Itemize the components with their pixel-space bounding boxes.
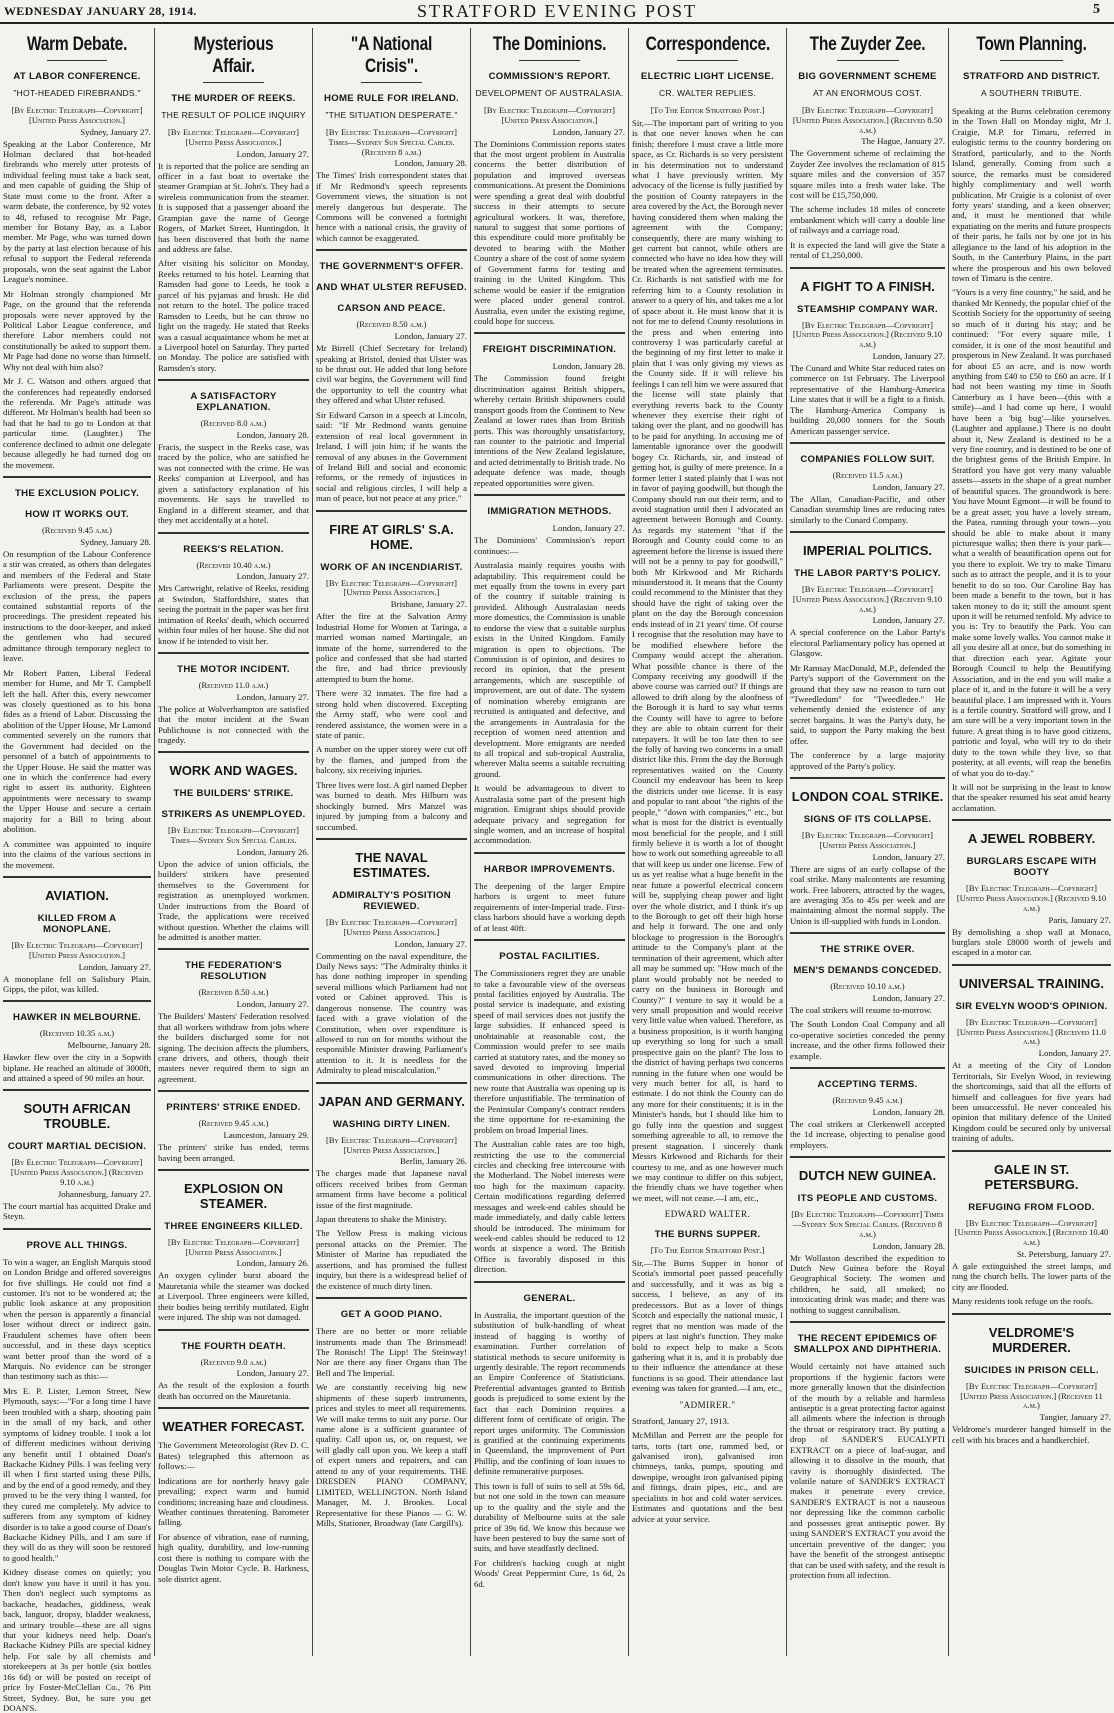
dateline: London, January 26.: [236, 1258, 309, 1269]
wire-credit: [By Electric Telegraph—Copyright] [United Press Association.]: [11, 939, 143, 960]
story-headline: AND WHAT ULSTER REFUSED.: [316, 282, 467, 294]
story-headline: ACCEPTING TERMS.: [817, 1079, 918, 1091]
story-paragraph: Indications are for northerly heavy gale prevailing; expect warm and humid conditions; increasing haze and cloudiness. Weather continues threatening. Barometer falling.: [158, 1475, 309, 1528]
story-paragraph: The coal strikers at Clerkenwell accepted the 1d increase, objecting to penalise good employers.: [790, 1118, 945, 1150]
story-paragraph: There were 32 inmates. The fire had a strong hold when discovered. Excepting the Army staff, who were cool and rendered assistance, the women were in a state of panic.: [316, 688, 467, 741]
dateline: Brisbane, January 27.: [390, 599, 467, 610]
title-rule: [47, 60, 106, 61]
story-paragraph: In Australia, the important question of the substitution of bulk-handling of wheat instead of bagging is worthy of examination. Further correlation of statistical methods to secure uniformity is urgently desirable. The report recommends an Empire Conference of Statisticians. Preferential advantages granted to British goods is prejudiced to some extent by the fact that each Dominion requires a different form of certificate of origin. The report urges uniformity. The Commission is gratified at the continuing experiments in Queensland, the improvement of Port Phillip, and the confining of loan issues to definite remunerative purposes.: [474, 1309, 625, 1477]
section-divider: [3, 1000, 151, 1002]
story-paragraph: After visiting his solicitor on Monday, Reeks returned to his hotel. Learning that Ramsden had gone to Leeds, he took a parcel of his pyjamas and brush. He did not return to the hotel. The police traced Ramsden to Leeds, but he can throw no light on the tragedy. He stated that Reeks was a casual acquaintance whom he met at a Liverpool hotel on Saturday. They parted on Monday. The police are satisfied with Ramsden's story.: [158, 258, 309, 373]
page-number: 5: [1093, 2, 1100, 17]
wire-credit: (Received 10.35 a.m.): [39, 1028, 115, 1039]
wire-credit: [By Electric Telegraph—Copyright] [United Press Association.]: [168, 127, 299, 147]
section-headline: WORK AND WAGES.: [169, 763, 298, 779]
story-paragraph: McMillan and Perrett are the people for tarts, torts (tart one, rammed bed, or galvanised iron), galvanised iron chimneys, tanks, pumps, spouting and downpipe, wrought iron galvanised piping and fittings, drain pipes, etc., and are specialists in hot and cold water services. Estimates and quotations and the best advice at your service.: [632, 1430, 783, 1524]
story-paragraph: The deepening of the larger Empire harbors is urgent to meet future requirements of inter-Imperial trade. First-class harbors should have a working depth of at least 40ft.: [474, 880, 625, 933]
dateline: Sydney, January 28.: [80, 536, 151, 547]
story-headline: HARBOR IMPROVEMENTS.: [483, 863, 616, 875]
story-paragraph: At a meeting of the City of London Territorials, Sir Evelyn Wood, in reviewing the shortcomings, said that all the efforts of himself and colleagues for five years had been unsuccessful. He never concealed his opinion that military defence of the United Kingdom could be secured only by universal training of adults.: [952, 1060, 1111, 1144]
story-subheadline: THE RESULT OF POLICE INQUIRY: [161, 110, 306, 120]
wire-credit: [By Electric Telegraph—Copyright] Times—Sydney Sun Special Cables.: [168, 825, 299, 846]
section-divider: [316, 838, 467, 840]
story-paragraph: Upon the advice of union officials, the builders' strikers have presented themselves to the Government for registration as unemployed workmen. Under instructions from the Board of Trade, the applications were received without question. Whether the claims will be admitted is another matter.: [158, 858, 309, 943]
dateline: Launceston, January 29.: [223, 1130, 309, 1141]
story-paragraph: The Times' Irish correspondent states that if Mr Redmond's speech represents Government views, the situation is not merely dangerous but desperate. The Commons will be convened a fortnight hence with a national crisis, the gravity of which cannot be exaggerated.: [316, 170, 467, 243]
dateline: London, January 28.: [236, 430, 309, 441]
section-divider: [158, 1090, 309, 1092]
story-paragraph: The Commissioners regret they are unable to take a favourable view of the overseas postal facilities enjoyed by Australia. The postal service is inadequate, and existing speed of mail services does not justify the large subsidies. If enhanced speed is unobtainable at reasonable cost, the Commission would prefer to see mails carried at statutory rates, and the money so saved devoted to improving Imperial communications in other directions. The new route that Australia was opening up is therefore unjustifiable. The termination of the Peninsular Company's contract renders the time opportune for re-examining the problem on broad Imperial lines.: [474, 968, 625, 1135]
story-paragraph: The Dominions' Commission's report continues:—: [474, 535, 625, 556]
section-headline: A FIGHT TO A FINISH.: [800, 278, 935, 294]
wire-credit: (Received 11.5 a.m.): [832, 470, 903, 481]
story-paragraph: The scheme includes 18 miles of concrete embankment which will carry a double line of railways and a carriage road.: [790, 204, 945, 236]
section-headline: LONDON COAL STRIKE.: [791, 789, 944, 805]
story-paragraph: A committee was appointed to inquire into the claims of the various sections in the movement.: [3, 838, 151, 870]
wire-credit: (Received 10.40 a.m.): [196, 559, 271, 570]
story-headline: THE BUILDERS' STRIKE.: [173, 788, 294, 800]
section-divider: [790, 442, 945, 444]
section-divider: [790, 932, 945, 934]
dateline: London, January 27.: [552, 523, 625, 534]
dateline: London, January 28.: [394, 158, 467, 169]
dateline: London, January 27.: [552, 126, 625, 137]
dateline: Johannesburg, January 27.: [57, 1188, 151, 1199]
section-headline: THE NAVAL ESTIMATES.: [352, 849, 431, 880]
story-paragraph: After the fire at the Salvation Army Industrial Home for Women at Taringa, a married woman named Martingale, an inmate of the home, surrendered to the police and confessed that she had started the fire, and had thrice previously attempted to burn the home.: [316, 611, 467, 684]
wire-credit: (Received 9.45 a.m.): [41, 525, 113, 536]
story-paragraph: There are no better or more reliable instruments made than The Brinsmead! The Ronisch! The Lipp! The Steinway! Nor are there any finer Organs than The Bell and The Imperial.: [316, 1326, 467, 1378]
column-4: [470, 28, 628, 1656]
story-paragraph: "Yours is a very fine country," he said, and he thanked Mr Kennedy, the popular chief of the Scottish Society for the opportunity of seeing so much of it during his stay; and he continued: "For every square mile, I consider, it is one of the most beautiful and prosperous in New Zealand. It was purchased for about £5 an acre, and is now worth anything from £40 to £50 to £60 an acre. If I had not been wasting my time in South Canterbury as I have been—(this with a smile)—and I had come up here, I would have been a 'big bug'—like yourselves. (Laughter and applause.) There is no doubt about it, New Zealand is destined to be a very fine country, and is destined to be one of the brightest gems of the British Empire. In Stratford you have got very many valuable assets—assets in the shape of a great number of beautiful spaces. The groundwork is here. You have Mount Egmont—it will be found to be a great asset; you have a lovely stream, the Patea, running through your town—you should be able to make about it many picturesque walks; then there is your park—what a wealth of beautification opens out for you there to exploit. We try to make Timaru such as to attract the people, and it is to your benefit to do so too. Our Caroline Bay has been made a benefit to the town, but it has taken money to do it; still the amount spent upon it will be returned tenfold. My advice to you is: Try to beautify the Park. You can make some lovely walks. You cannot make it all you desire all at once, but do something in that direction each year. Agitate your Borough Council to help the Beautifying Association, and in the end you will make a place of it, and in the future it will be a very beautiful place. I am impressed with it. Yours is a fertile country. Stratford will grow, and I am sure will be a very important town in the future. A great thing is to have good citizens, patriotic and loyal, who will try to do their duty to the town while they live, so that posterity, at all events, will reap the benefits of what you do to-day.": [952, 287, 1111, 778]
dateline: London, January 27.: [872, 350, 945, 361]
signature: EDWARD WALTER.: [664, 1209, 751, 1220]
story-paragraph: It is reported that the police are sending an officer in a fast boat to overtake the steamer Grampian at St. John's. They had a wireless communication from the steamer. It is supposed that a passenger aboard the Grampian gave the name of George Rogers, of Market Street, Huntingdon. It has been discovered that both the name and address are false.: [158, 160, 309, 255]
wire-credit: (Received 9.0 a.m.): [200, 1356, 267, 1367]
wire-credit: [By Electric Telegraph—Copyright] [United Press Association.] (Received 11.0 a.m.): [957, 1016, 1106, 1047]
story-headline: THREE ENGINEERS KILLED.: [164, 1220, 303, 1232]
wire-credit: [By Electric Telegraph—Copyright] [United Press Association.] (Received 9.10 a.m.): [792, 319, 943, 350]
dateline: London, January 28.: [872, 1106, 945, 1117]
story-paragraph: The police at Wolverhampton are satisfied that the motor incident at the Swan Publichouse is not connected with the tragedy.: [158, 703, 309, 746]
story-headline: COMMISSION'S REPORT.: [488, 71, 611, 82]
section-divider: [158, 751, 309, 753]
title-rule: [837, 60, 899, 61]
story-headline: FREIGHT DISCRIMINATION.: [482, 344, 617, 356]
wire-credit: (Received 8.50 a.m.): [198, 987, 269, 998]
section-divider: [158, 948, 309, 950]
story-paragraph: Veldrome's murderer hanged himself in the cell with his braces and a handkerchief.: [952, 1424, 1111, 1445]
story-paragraph: Would certainly not have attained such proportions if the hygienic factors were more generally known that the disinfection of the mouth by a reliable and harmless antiseptic is a great protecting factor against all ailments where the infection is through the throat or respiratory tract. By putting a drop of SANDER'S EUCALYPTI EXTRACT on a piece of loaf-sugar, and allowing it to dissolve in the mouth, that cavity is thoroughly disinfected. The volatile nature of SANDER'S EXTRACT makes it penetrate every crevice. SANDER'S EXTRACT is not a nauseous nor depressing like the common carbolic and possesses great antiseptic power. By using SANDER'S EXTRACT you avoid the uncertain preventive of the danger; you have the benefit of the strongest antiseptic that can be used with safety, and the result is protection from all infection.: [790, 1361, 945, 1580]
story-subheadline: CR. WALTER REPLIES.: [659, 88, 756, 98]
story-headline: HAWKER IN MELBOURNE.: [12, 1012, 142, 1024]
story-subheadline: "HOT-HEADED FIREBRANDS.": [13, 88, 141, 98]
column-1: [0, 28, 154, 1713]
section-headline: VELDROME'S MURDERER.: [988, 1324, 1075, 1355]
story-paragraph: Mr Birrell (Chief Secretary for Ireland) speaking at Bristol, denied that Ulster was to be thrust out. He added that long before civil war begins, the Government will find the opportunity to tell the country what they offered and what Ulster refused.: [316, 343, 467, 406]
story-paragraph: An oxygen cylinder burst aboard the Mauretania while the steamer was docked at Liverpool. Three engineers were killed, their bodies being terribly mutilated. Eight were injured. The ship was not damaged.: [158, 1270, 309, 1323]
section-headline: FIRE AT GIRLS' S.A. HOME.: [329, 521, 454, 552]
story-paragraph: There are signs of an early collapse of the coal strike. Many malcontents are resuming work. Free laborers, attracted by the wages, are averaging 35s to 45s per week and are maintaining almost the normal supply. The Union is ill-supplied with funds in London.: [790, 863, 945, 926]
story-headline: STRATFORD AND DISTRICT.: [963, 71, 1100, 82]
wire-credit: [By Electric Telegraph—Copyright] [United Press Association.]: [326, 1134, 457, 1155]
section-divider: [790, 267, 945, 269]
story-headline: ELECTRIC LIGHT LICENSE.: [640, 71, 775, 82]
story-headline: STEAMSHIP COMPANY WAR.: [797, 303, 938, 315]
story-paragraph: By demolishing a shop wall at Monaco, burglars stole £8000 worth of jewels and escaped in a motor car.: [952, 926, 1111, 958]
wire-credit: [By Electric Telegraph—Copyright] [United Press Association.] (Received 9.10 a.m.): [956, 883, 1107, 913]
story-paragraph: Mrs E. P. Lister, Lemon Street, New Plymouth, says:—"For a long time I have been troubled with a sharp, shooting pain in the small of my back, and other symptoms of kidney trouble. I took a lot of different medicines without deriving any benefit until I obtained Doan's Backache Kidney Pills. I was feeling very ill when I first started using these Pills, and by the end of a good remedy, and they proved to be the very thing I wanted, for they cured me completely. My advice to sufferers from any symptom of kidney disorder is to take a good course of Doan's Backache Kidney Pills, and I am sure if they will do as they will soon be restored to good health.": [3, 1385, 151, 1563]
story-headline: MEN'S DEMANDS CONCEDED.: [793, 965, 942, 977]
story-subheadline: DEVELOPMENT OF AUSTRALASIA.: [475, 88, 624, 98]
story-headline: CARSON AND PEACE.: [337, 303, 446, 315]
story-headline: THE MURDER OF REEKS.: [171, 93, 296, 104]
story-headline: SIR EVELYN WOOD'S OPINION.: [955, 1000, 1108, 1012]
dateline: Berlin, January 26.: [400, 1156, 467, 1167]
story-headline: ITS PEOPLE AND CUSTOMS.: [797, 1193, 938, 1205]
story-paragraph: The Cunard and White Star reduced rates on commerce on 1st February. The Liverpool representative of the Hamburg-America Line states that it will be a fight to a finish. The Hamburg-America Company is building 20,000 tonners for the South American passenger service.: [790, 362, 945, 436]
section-divider: [316, 249, 467, 251]
wire-credit: [By Electric Telegraph—Copyright] Times—Sydney Sun Special Cables. (Received 8 a.m.): [791, 1209, 944, 1239]
wire-credit: [By Electric Telegraph—Copyright] [United Press Association.]: [11, 105, 143, 125]
dateline: London, January 27.: [236, 999, 309, 1010]
section-divider: [158, 1407, 309, 1409]
story-headline: POSTAL FACILITIES.: [499, 951, 600, 963]
section-headline: EXPLOSION ON STEAMER.: [184, 1180, 283, 1211]
column-3: [312, 28, 470, 1656]
story-headline: HOME RULE FOR IRELAND.: [323, 93, 460, 104]
section-divider: [158, 532, 309, 534]
story-paragraph: For children's hacking cough at night Woods' Great Peppermint Cure, 1s 6d, 2s 6d.: [474, 1557, 625, 1589]
story-headline: PRINTERS' STRIKE ENDED.: [166, 1102, 301, 1114]
story-paragraph: This town is full of suits to sell at 59s 6d, but not one sold in the town can measure up to the quality and the style and the durability of Melbourne suits at the sale price of 39s 6d. We know this because we have been pestered to buy the same sort of suits, and have steadfastly declined.: [474, 1480, 625, 1554]
wire-credit: [By Electric Telegraph—Copyright] Times—Sydney Sun Special Cables. (Received 8 a.m.): [326, 127, 457, 157]
story-paragraph: To win a wager, an English Marquis stood on London Bridge and offered sovereigns for five shillings. He could not find a customer. It's not to be wondered at; the public look askance at any proposition when the person is apparently a financial loser without direct or indirect gain. Fraudulent schemes have often been successful, and in these days sceptics want better proof than the word of a Marquis. No evidence can be stronger than testimony such as this:—: [3, 1256, 151, 1382]
story-headline: THE LABOR PARTY'S POLICY.: [794, 568, 941, 580]
section-headline: A JEWEL ROBBERY.: [967, 831, 1096, 847]
wire-credit: [By Electric Telegraph—Copyright] [United Press Association.]: [168, 1236, 299, 1257]
story-paragraph: The Commission found freight discrimination against British shippers, whereby certain British shipowners could transport goods from the Continent to New Zealand at lower rates than from British ports. This was thoroughly unsatisfactory, ran counter to the patriotic and Imperial intentions of the New Zealand legislature, and acted detrimentally to British trade. No adequate defence was made, though repeated opportunities were given.: [474, 373, 625, 488]
section-divider: [474, 852, 625, 854]
wire-credit: [To The Editor Stratford Post.]: [650, 105, 765, 115]
section-divider: [474, 332, 625, 334]
section-divider: [316, 1297, 467, 1299]
story-headline: COURT MARTIAL DECISION.: [7, 1141, 147, 1153]
story-paragraph: The Government Meteorologist (Rev D. C. Bates) telegraphed this afternoon as follows:—: [158, 1440, 309, 1472]
story-paragraph: Fracis, the suspect in the Reeks case, was traced by the police, who are satisfied he was not connected with the crime. He was Reeks' companion at Liverpool, and has given a satisfactory explanation of his movements. He says he travelled to England in a different steamer, and that they met accidentally at a hotel.: [158, 442, 309, 526]
story-paragraph: Japan threatens to shake the Ministry.: [316, 1214, 447, 1225]
story-headline: WASHING DIRTY LINEN.: [332, 1118, 451, 1130]
wire-credit: (Received 11.0 a.m.): [198, 679, 269, 690]
story-headline: SUICIDES IN PRISON CELL.: [964, 1364, 1099, 1376]
story-headline: SIGNS OF ITS COLLAPSE.: [803, 814, 932, 826]
story-paragraph: For absence of vibration, ease of running, high quality, durability, and low-running cost there is nothing to compare with the Douglas Twin Motor Cycle. B. Harkness, sole district agent.: [158, 1531, 309, 1584]
section-divider: [474, 494, 625, 496]
story-paragraph: The printers' strike has ended, terms having been arranged.: [158, 1142, 309, 1163]
story-paragraph: Sir Edward Carson in a speech at Lincoln, said: "If Mr Redmond wants genuine extension of real local government in Ireland, I will join him; if he wants the removal of any abuses in the Government of Ireland Bill and social and economic reforms, or the remedy of injustices in social and religious circles, I will help a man of peace, but not peace at any price.": [316, 409, 467, 504]
column-stories: [316, 93, 467, 1528]
signature: "ADMIRER.": [679, 1399, 736, 1410]
story-paragraph: A monoplane fell on Salisbury Plain. Gipps, the pilot, was killed.: [3, 973, 151, 994]
story-subheadline: A SOUTHERN TRIBUTE.: [980, 88, 1083, 98]
story-paragraph: It would be advantageous to divert to Australasia some part of the present high migration. Emigrant ships should provide adequate privacy and segregation for single women, and an increase of hospital accommodation.: [474, 783, 625, 846]
column-title: The Dominions.: [492, 34, 607, 55]
column-title: "A National Crisis".: [350, 34, 433, 77]
dateline: London, January 27.: [236, 691, 309, 702]
title-rule: [677, 60, 737, 61]
wire-credit: [By Electric Telegraph—Copyright] [United Press Association.]: [484, 105, 615, 125]
section-divider: [158, 652, 309, 654]
section-divider: [3, 1089, 151, 1091]
story-paragraph: The Allan, Canadian-Pacific, and other Canadian steamship lines are reducing rates similarly to the Cunard Company.: [790, 493, 945, 525]
story-paragraph: Mr Ramsay MacDonald, M.P., defended the Party's support of the Government on the ground that they saw no reason to turn out "Tweedledum" for "Tweedledee." He vehemently denied the existence of any secret bargains. It was the Party's duty, he said, to support the Party making the best offer.: [790, 662, 945, 746]
story-headline: ADMIRALTY'S POSITION REVIEWED.: [332, 889, 451, 912]
story-paragraph: Mr Robert Patten, Liberal Federal member for Hume, and Mr T. Campbell left the hall. After this, every newcomer was closely questioned as to his bona fides as a friend of Labor. Discussing the abolition of the Upper House, Mr Lamond commented severely on the rumors that the Government had decided on the personnel of a batch of appointments to the Upper House. He said the matter was one in which the conference had every right to assert its authority. Eighteen appointments were necessary to swamp the Upper House and secure a certain majority for a Bill to bring about abolition.: [3, 667, 151, 835]
wire-credit: (Received 9.45 a.m.): [832, 1095, 903, 1106]
section-divider: [158, 1329, 309, 1331]
title-rule: [1000, 60, 1064, 61]
story-headline: THE FOURTH DEATH.: [181, 1340, 286, 1352]
story-paragraph: A special conference on the Labor Party's electoral Parliamentary policy has opened at Glasgow.: [790, 627, 945, 659]
section-headline: AVIATION.: [45, 887, 109, 903]
story-headline: AT LABOR CONFERENCE.: [13, 71, 141, 82]
section-divider: [952, 1150, 1111, 1152]
story-paragraph: The coal strikers will resume to-morrow.: [790, 1005, 932, 1016]
dateline: London, January 27.: [236, 148, 309, 159]
section-headline: GALE IN ST. PETERSBURG.: [984, 1161, 1079, 1192]
story-paragraph: The court martial has acquitted Drake and Steyn.: [3, 1200, 151, 1222]
story-paragraph: Sir,—The Burns Supper in honor of Scotia's immortal poet passed peacefully and successfully, and it was as big a success, I believe, as any of its predecessors. But as a lover of things Scotch and especially the national music, I regret that no mention was made of the pipers at last night's function. They make bold to expect help to make a Scots gathering what it is, and it is probably due to their influence the attendance at these functions is so good. Their attendance last evening was taken for granted.—I am, etc.,: [632, 1258, 783, 1394]
column-5: [628, 28, 786, 1656]
story-headline: THE BURNS SUPPER.: [654, 1229, 761, 1241]
story-headline: WORK OF AN INCENDIARIST.: [320, 561, 463, 573]
dateline: Tangier, January 27.: [1039, 1412, 1111, 1423]
section-divider: [474, 939, 625, 941]
section-divider: [316, 510, 467, 512]
story-paragraph: It is expected the land will give the State a rental of £1,250,000.: [790, 239, 945, 261]
dateline: London, January 27.: [236, 1368, 309, 1379]
dateline: London, January 27.: [872, 481, 945, 492]
story-headline: BIG GOVERNMENT SCHEME: [798, 71, 937, 82]
dateline: London, January 28.: [872, 1240, 945, 1251]
wire-credit: [To The Editor Stratford Post.]: [650, 1245, 765, 1256]
story-paragraph: It will not be surprising in the least to know that the speaker resumed his seat amid hearty acclamation.: [952, 782, 1111, 813]
section-divider: [3, 476, 151, 478]
section-divider: [790, 1321, 945, 1323]
wire-credit: [By Electric Telegraph—Copyright] [United Press Association.]: [326, 916, 457, 937]
section-headline: JAPAN AND GERMANY.: [318, 1093, 465, 1109]
story-headline: BURGLARS ESCAPE WITH BOOTY: [966, 856, 1097, 879]
dateline: London, January 27.: [78, 961, 151, 972]
story-headline: KILLED FROM A MONOPLANE.: [37, 912, 117, 935]
story-headline: GENERAL.: [523, 1292, 576, 1304]
wire-credit: [By Electric Telegraph—Copyright] [United Press Association.]: [326, 577, 457, 598]
section-divider: [3, 1228, 151, 1230]
story-paragraph: Mr Wollaston described the expedition to Dutch New Guinea before the Royal Geographical Society. The women and children, he said, all smoked; no intoxicating drink was made; and there was nothing to suggest cannibalism.: [790, 1252, 945, 1315]
story-paragraph: We are constantly receiving big new shipments of these superb instruments, prices and styles to meet all requirements. We will make terms to suit any purse. Our name alone is a sufficient guarantee of quality. Call upon us, or, on request, we will gladly call upon you. We keep a staff of expert tuners and repairers, and can attend to any of your requirements. THE DRESDEN PIANO COMPANY, LIMITED, WELLINGTON. North Island Manager, M. J. Brookes. Local Representative for these Pianos — G. W. Mills, Stationer, Broadway (late Cargill's).: [316, 1382, 467, 1528]
story-paragraph: A gale extinguished the street lamps, and rang the church bells. The lower parts of the city are flooded.: [952, 1261, 1111, 1292]
column-stories: [790, 71, 945, 1580]
section-divider: [158, 1169, 309, 1171]
wire-credit: [By Electric Telegraph—Copyright] [United Press Association.] (Received 9.10 a.m.): [792, 584, 943, 614]
story-headline: THE STRIKE OVER.: [820, 944, 915, 956]
story-headline: THE GOVERNMENT'S OFFER.: [319, 261, 464, 273]
story-paragraph: Sir,—The important part of writing to you is that one never knows when he can finish; therefore I must crave a little more space, as Cr. Richards is so very persistent in his determination not to understand what I have previously written. My advocacy of the license is fully justified by the position of County ratepayers in the area covered by the Act, the Borough never having considered them when making the agreement with the Company; consequently, there are many wishing to get current but cannot, while others are connected who have no idea how they will be treated when the agreement terminates. Cr. Richards is not satisfied with me for referring him to a County resolution in answer to a query of his, and takes me a lot of space about it. He must know that it is not for me to defend County resolutions in the press and when entering into controversy I was particularly careful at the beginning of my first letter to make it plain that I was only giving my views as the County side. If it will relieve his feelings I can tell him we were assured that the license will state plainly that everything reverts back to the County whenever they exercise their right of taking over the plant, and no goodwill has to be paid for anything. In accusing me of lamentable ignorance over the goodwill bogey Cr. Richards, sir, and instead of getting hot, is guilty of mere pretence. In a former letter I stated plainly that I was not in favor of paying goodwill, but though the Company should run out their term, and to avoid stagnation until then I advocated an agreement between Borough and County. As regards my statement "that if the Borough and County could come to an agreement before the license is issued there will not be a penny to pay for goodwill," both Mr Kirkwood and Mr Richards misunderstood it. It means that the County could recommend to the Minister that they should have the right of taking over the plant on the day the Borough concession ends instead of in 21 years' time. Of course I recognise that the resolution may have to be modified elsewhere before the Company would accept the alteration. What possible chance is there of the Company receiving any goodwill if the above course was carried out? If things are allowed to drift along by the aloofness of the Borough it is hard to say what terms the County will have to agree to before they are able to obtain current for their ratepayers. It will be too late then to see the folly of having two concerns in a small district like this. From the day the Borough representatives waited on the County Council my endeavour has been to keep the districts under one license. It is easy and popular to rant about "the rights of the people," "down with companies," etc., but what is most for the district is eventually most beneficial for the people, and I still firmly believe it is worth a lot of thought how to work out something agreeable to all that will keep us under one license. Few of us as yet realise what a huge benefit in the near future a powerful electrical concern will be, supplying cheap power and light over the whole district, and I think it's up to the Borough to get off their high horse and help it forward. The one and only blockage to progression is the Borough's attitude to the Company's plant at the termination of their agreement, which after all may be summed up: "How much of the plant would probably not be needed to carry on the business in Borough and County?" I venture to say it would be a very small proposition and would receive very little value when valued. Therefore, as a business proposition, is it worth hanging up everything so long for such a small prospective gain on the plant? The loss to the district of having perhaps two concerns running in the future when one would be very much better for all, is hard to estimate. I do not think the County can do any more for their constituents; it is in the Minister's hands, but I should like him to go fully into the question and suggest something agreeable to all, to remove the present stagnation. I sincerely thank Messrs Kirkwood and Richards for their courtesy to me, and as one however much we may continue to differ on this subject, the friendly chats we have together when we meet, will not cease.—I am, etc.,: [632, 117, 784, 1203]
story-headline: REEKS'S RELATION.: [183, 543, 284, 555]
column-title: Town Planning.: [976, 34, 1087, 55]
story-headline: THE EXCLUSION POLICY.: [14, 488, 140, 500]
issue-date: WEDNESDAY JANUARY 28, 1914.: [4, 4, 197, 18]
story-headline: REFUGING FROM FLOOD.: [968, 1201, 1095, 1213]
story-headline: THE MOTOR INCIDENT.: [177, 663, 290, 675]
story-subheadline: AT AN ENORMOUS COST.: [813, 88, 922, 98]
story-paragraph: A number on the upper storey were cut off by the flames, and jumped from the balcony, six receiving injuries.: [316, 744, 467, 776]
section-divider: [158, 379, 309, 381]
masthead: [0, 0, 1114, 24]
story-headline: STRIKERS AS UNEMPLOYED.: [161, 809, 306, 821]
story-paragraph: The Government scheme of reclaiming the Zuyder Zee involves the reclamation of 815 square miles and the conversion of 357 square miles into a fresh water lake. The cost will be £15,750,000.: [790, 148, 945, 201]
story-paragraph: Mrs Cartwright, relative of Reeks, residing at Swindon, Staffordshire, states that seeing the portrait in the paper was her first intimation of Reeks' death, which occurred within four miles of her house. She did not know if he intended to visit her.: [158, 583, 310, 646]
column-title: Correspondence.: [645, 34, 771, 55]
dateline: The Hague, January 27.: [861, 136, 945, 147]
section-divider: [316, 1082, 467, 1084]
dateline: London, January 27.: [394, 938, 467, 949]
dateline: Melbourne, January 28.: [67, 1040, 151, 1051]
dateline: London, January 27.: [1038, 1048, 1111, 1059]
column-stories: [3, 71, 151, 1713]
section-headline: UNIVERSAL TRAINING.: [959, 975, 1104, 991]
story-paragraph: Hawker flew over the city in a Sopwith biplane. He reached an altitude of 3000ft, and attained a speed of 90 miles an hour.: [3, 1052, 151, 1084]
section-divider: [790, 1156, 945, 1158]
wire-credit: [By Electric Telegraph—Copyright] [United Press Association.]: [802, 830, 933, 850]
story-paragraph: On resumption of the Labour Conference a stir was created, as others than delegates and members of the Federal and State Parliaments were present. Despite the exclusion of the press, the papers contained substantial reports of the proceedings. The president repeated his instructions to the door-keeper, and asked the gentlemen who had secured admittance through temporary neglect to leave.: [3, 548, 151, 664]
wire-credit: (Received 8.0 a.m.): [200, 418, 267, 429]
story-paragraph: The Australian cable rates are too high, restricting the use to the commercial circles and checking free intercourse with the Motherland. The Nobel interests were too high for the maximum capacity. Certain modifications regarding deferred messages and week-end cables should be made immediately, and daily cable letters should be introduced. The minimum for week-end cables should be reduced to 12 words at sixpence a word. The British Office is favorably disposed in this direction.: [474, 1139, 625, 1275]
story-paragraph: Speaking at the Burns celebration ceremony in the Town Hall on Monday night, Mr J. Craigie, M.P. for Timaru, referred in eulogistic terms to the country bordering on Stratford, particularly, and to the North Island, generally. Coming from such a source, the remarks must be considered highly complimentary and well worth publication. Mr Craigie is a colonist of over forty years' standing, and a keen observer; and, it must be mentioned that while expatiating on the merits and future prospects of their parts, he fails not by one jot in his allegiance to the land of his adoption in the South, in the Canterbury Plains, in the part where the prosperous and his own beloved town of Timaru is the centre.: [952, 106, 1111, 283]
dateline: London, January 26.: [236, 846, 309, 857]
story-headline: THE FEDERATION'S RESOLUTION: [185, 960, 282, 983]
story-paragraph: Stratford, January 27, 1913.: [632, 1415, 729, 1426]
dateline: Sydney, January 27.: [80, 126, 151, 137]
dateline: London, January 27.: [872, 615, 945, 626]
wire-credit: (Received 9.45 a.m.): [198, 1118, 269, 1129]
section-headline: DUTCH NEW GUINEA.: [798, 1168, 937, 1184]
story-paragraph: Many residents took refuge on the roofs.: [952, 1296, 1094, 1307]
story-paragraph: The Builders' Masters' Federation resolved that all workers withdraw from jobs where the builders discharged some for not signing. The decision affects the plumbers, crane drivers, and others, though their masters never required them to sign an agreement.: [158, 1011, 309, 1084]
story-headline: THE RECENT EPIDEMICS OF SMALLPOX AND DIPHTHERIA.: [793, 1333, 942, 1356]
story-paragraph: Mr J. C. Watson and others argued that the conferences had repeatedly endorsed the referenda. Mr Page's attitude was different. Mr Holman's health had been so bad that he had to go to London at that particular time. (Laughter.) The conference declined to admit one delegate because allegedly he had turned dog on the movement.: [3, 376, 151, 470]
section-divider: [952, 819, 1111, 821]
section-divider: [790, 531, 945, 533]
story-subheadline: "THE SITUATION DESPERATE.": [325, 110, 458, 120]
column-2: [154, 28, 312, 1656]
dateline: London, January 27.: [872, 993, 945, 1004]
wire-credit: (Received 10.10 a.m.): [830, 981, 905, 992]
wire-credit: [By Electric Telegraph—Copyright] [United Press Association.] (Received 8.50 a.m.): [792, 105, 943, 135]
column-stories: [474, 71, 625, 1589]
column-stories: [952, 71, 1111, 1445]
title-rule: [203, 82, 263, 83]
story-paragraph: The Dominions Commission reports states that the most urgent problem in Australia concerns the better distribution of population and improved overseas communications. At present the Dominions were spending a great deal with doubtful success in their attempts to secure agricultural workers. It was, therefore, natural to suggest that some portions of this expenditure could more profitably be devoted to bearing with the Mother Country a share of the cost of some system of Government farms for testing and training in the United Kingdom. This scheme would be easier if the emigration were placed under general control. Australia, even under the existing regime, could hope for success.: [474, 138, 625, 326]
story-headline: A SATISFACTORY EXPLANATION.: [190, 391, 277, 414]
title-rule: [361, 82, 421, 83]
column-7: [948, 28, 1114, 1656]
dateline: London, January 28.: [552, 361, 625, 372]
dateline: London, January 27.: [236, 571, 309, 582]
dateline: London, January 27.: [394, 331, 467, 342]
section-divider: [790, 777, 945, 779]
story-paragraph: The conference by a large majority approved of the Party's policy.: [790, 750, 945, 771]
column-stories: [632, 71, 783, 1524]
story-paragraph: As the result of the explosion a fourth death has occurred on the Mauretania.: [158, 1380, 309, 1401]
wire-credit: [By Electric Telegraph—Copyright] [United Press Association.] (Received 11 a.m.): [960, 1380, 1103, 1411]
column-stories: [158, 93, 309, 1584]
section-headline: WEATHER FORECAST.: [162, 1419, 305, 1435]
newspaper-title: STRATFORD EVENING POST: [416, 1, 698, 21]
story-headline: PROVE ALL THINGS.: [26, 1239, 128, 1251]
story-headline: GET A GOOD PIANO.: [340, 1309, 443, 1321]
story-paragraph: Speaking at the Labor Conference, Mr Holman declared that hot-headed firebrands who merely utter protests of individual feeling must take a back seat, and men capable of guiding the Ship of State must come to the front. After a warm debate, the conference, by 92 votes to 48, refused to recognise Mr Page, member for Botany Bay, as a Labor member. Mr Page, who was turned down by the party at last election because of his refusal to support the Federal referenda proposals, won the seat against the Labor League's nominee.: [3, 138, 151, 285]
dateline: London, January 27.: [872, 851, 945, 862]
wire-credit: (Received 8.50 a.m.): [356, 319, 427, 330]
story-paragraph: Kidney disease comes on quietly; you don't know you have it until it has you. Then don't neglect such symptoms as backache, headaches, giddiness, weak back, languor, dropsy, bladder weakness, and urinary trouble—these are all signs that your kidneys need help. Doan's Backache Kidney Pills are special kidney help. For sale by all chemists and storekeepers at 3s per bottle (six bottles 16s 6d) or will be posted on receipt of price by Foster-McClellan Co., 76 Pitt Street, Sydney. But, be sure you get DOAN'S.: [3, 1567, 151, 1713]
dateline: Paris, January 27.: [1048, 914, 1111, 925]
section-divider: [790, 1067, 945, 1069]
section-headline: SOUTH AFRICAN TROUBLE.: [23, 1101, 131, 1132]
column-title: Mysterious Affair.: [193, 34, 274, 77]
column-6: [786, 28, 948, 1656]
story-paragraph: The charges made that Japanese naval officers received bribes from German armament firms have become a political issue of the first magnitude.: [316, 1168, 467, 1210]
section-divider: [952, 964, 1111, 966]
column-title: The Zuyder Zee.: [809, 34, 926, 55]
dateline: St. Petersburg, January 27.: [1016, 1249, 1111, 1260]
section-headline: IMPERIAL POLITICS.: [802, 543, 933, 559]
story-paragraph: The South London Coal Company and all co-operative societies conceded the penny increase, and the other firms followed their example.: [790, 1019, 945, 1061]
section-divider: [474, 1281, 625, 1283]
column-title: Warm Debate.: [26, 34, 128, 55]
wire-credit: [By Electric Telegraph—Copyright] [United Press Association.] (Received 10.40 a.m.): [954, 1217, 1109, 1248]
story-paragraph: Three lives were lost. A girl named Depber was burned to death. Mrs Hilburn was shockingly burned. Mrs Manzel was injured by jumping from a balcony and succumbed.: [316, 779, 467, 832]
newspaper-columns: [0, 28, 1114, 1713]
title-rule: [519, 60, 579, 61]
story-headline: COMPANIES FOLLOW SUIT.: [800, 454, 935, 466]
story-headline: HOW IT WORKS OUT.: [25, 509, 129, 521]
story-paragraph: Mr Holman strongly championed Mr Page, on the ground that the referenda proposals were never approved by the Political Labor League conference, and therefore Labor members could not constitutionally be asked to support them. Mr Page had done no worse than himself. Why not deal with him also?: [3, 288, 151, 372]
story-paragraph: The Yellow Press is making vicious personal attacks on the Premier. The Minister of Marine has repudiated the assertions, and has promised the fullest inquiry, but there is a widespread belief of the existence of much dirty linen.: [316, 1228, 467, 1291]
story-headline: IMMIGRATION METHODS.: [487, 506, 612, 518]
story-paragraph: Commenting on the naval expenditure, the Daily News says: "The Admiralty thinks it has done nothing improper in spending several millions which Parliament had not voted or Cabinet approved. This is dangerous nonsense. The country was faced with a grave violation of the Constitution, when over expenditure is allowed to run on for months without the responsible Minister drawing Parliament's attention to it. It is needless for the Admiralty to plead miscalculation.": [316, 950, 467, 1076]
section-divider: [3, 876, 151, 878]
story-paragraph: Australasia mainly requires youths with adaptability. This requirement could be met equally from the towns in every part of the country if suitable training is provided. Although Australasian needs more domestics, the Commission is unable to endorse the view that a suitable surplus exists in the United Kingdom. Family migration is open to objections. The Commission is of opinion, and desires to record its opinion, that the present arrangements, which are susceptible of improvement, are out of date. The system of nomination whereby emigrants are recruited is antiquated and defective, and the arrangements in Australasia for the reception of women need attention and development. More emigrants are needed to all tropical and sub-tropical Australia, wherever Malta seems a suitable recruiting ground.: [474, 560, 625, 779]
wire-credit: [By Electric Telegraph—Copyright] [United Press Association.] (Received 9.10 a.m.): [10, 1157, 144, 1187]
section-divider: [952, 1313, 1111, 1315]
